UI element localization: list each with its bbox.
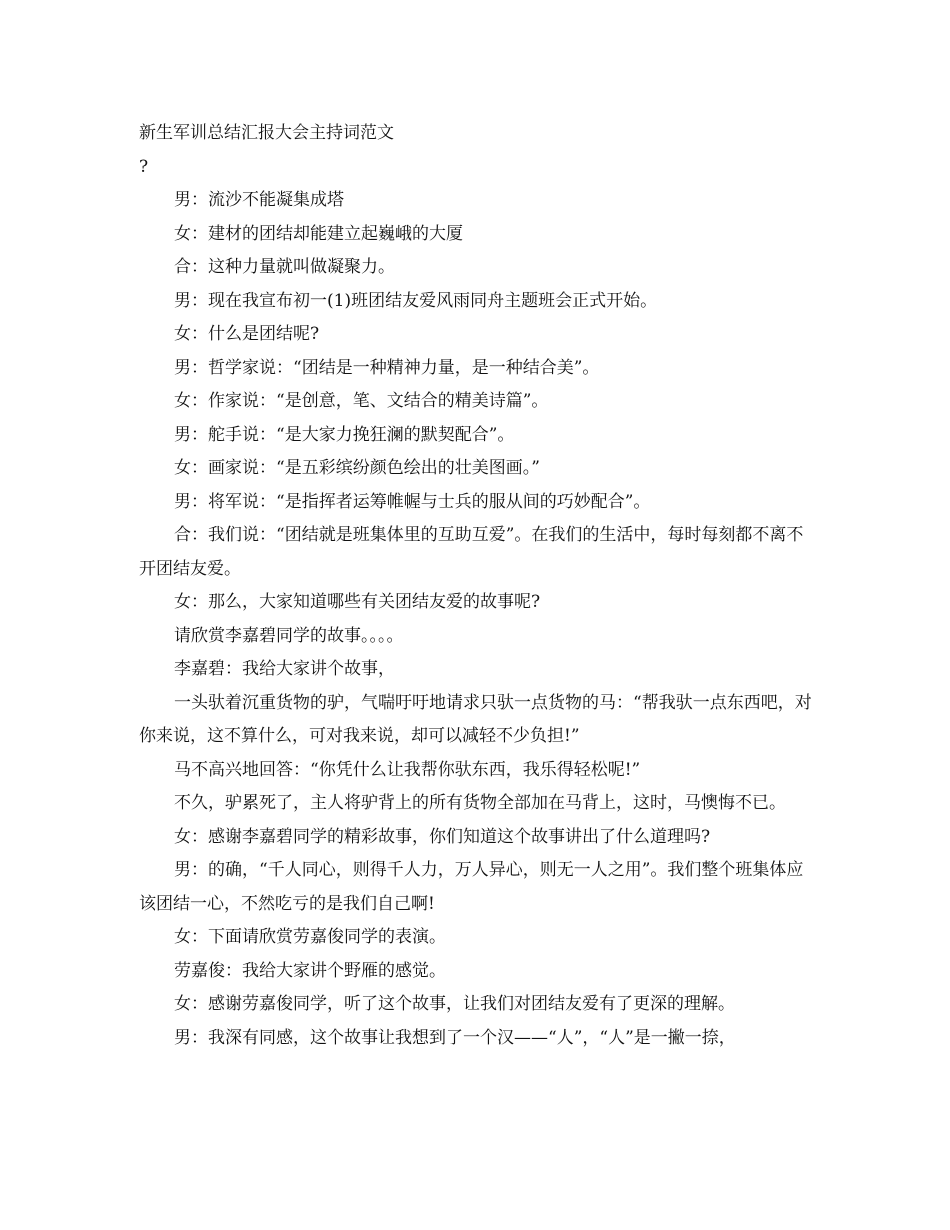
paragraph: 男：现在我宣布初一(1)班团结友爱风雨同舟主题班会正式开始。 [174,290,658,311]
paragraph: 女：画家说：“是五彩缤纷颜色绘出的壮美图画。” [174,458,540,478]
document-body [139,117,819,1055]
paragraph: 不久，驴累死了，主人将驴背上的所有货物全部加在马背上，这时，马懊悔不已。 [174,793,786,813]
question-mark-line: ? [139,156,149,177]
paragraph: 男：哲学家说：“团结是一种精神力量，是一种结合美”。 [174,357,600,378]
paragraph: 女：什么是团结呢? [174,324,320,344]
paragraph-list [139,184,819,1055]
paragraph: 一头驮着沉重货物的驴，气喘吁吁地请求只驮一点货物的马：“帮我驮一点东西吧，对你来说，这不算什么，可对我来说，却可以减轻不少负担!” [139,692,812,746]
paragraph: 男：将军说：“是指挥者运筹帷幄与士兵的服从间的巧妙配合”。 [174,491,651,512]
paragraph: 女：那么，大家知道哪些有关团结友爱的故事呢? [174,592,541,612]
paragraph: 劳嘉俊：我给大家讲个野雁的感觉。 [174,960,446,981]
paragraph: 女：建材的团结却能建立起巍峨的大厦 [174,223,463,244]
document-title: 新生军训总结汇报大会主持词范文 [139,123,394,143]
paragraph: 男：舵手说：“是大家力挽狂澜的默契配合”。 [174,424,515,445]
paragraph: 合：我们说：“团结就是班集体里的互助互爱”。在我们的生活中，每时每刻都不离不开团结友爱。 [139,525,804,579]
paragraph: 请欣赏李嘉碧同学的故事。。。。 [174,625,404,646]
paragraph: 男：我深有同感，这个故事让我想到了一个汉——“人”，“人”是一撇一捺， [174,1027,736,1048]
paragraph: 男：流沙不能凝集成塔 [174,190,344,210]
paragraph: 李嘉碧：我给大家讲个故事， [174,659,395,679]
paragraph: 马不高兴地回答：“你凭什么让我帮你驮东西，我乐得轻松呢!” [174,759,641,780]
paragraph: 女：感谢李嘉碧同学的精彩故事，你们知道这个故事讲出了什么道理吗? [174,826,711,847]
paragraph: 合：这种力量就叫做凝聚力。 [174,257,395,277]
paragraph: 女：作家说：“是创意，笔、文结合的精美诗篇”。 [174,391,549,411]
paragraph: 女：感谢劳嘉俊同学，听了这个故事，让我们对团结友爱有了更深的理解。 [174,994,735,1014]
paragraph: 女：下面请欣赏劳嘉俊同学的表演。 [174,927,446,947]
paragraph: 男：的确，“千人同心，则得千人力，万人异心，则无一人之用”。我们整个班集体应该团结一心，不然吃亏的是我们自己啊! [139,860,804,914]
